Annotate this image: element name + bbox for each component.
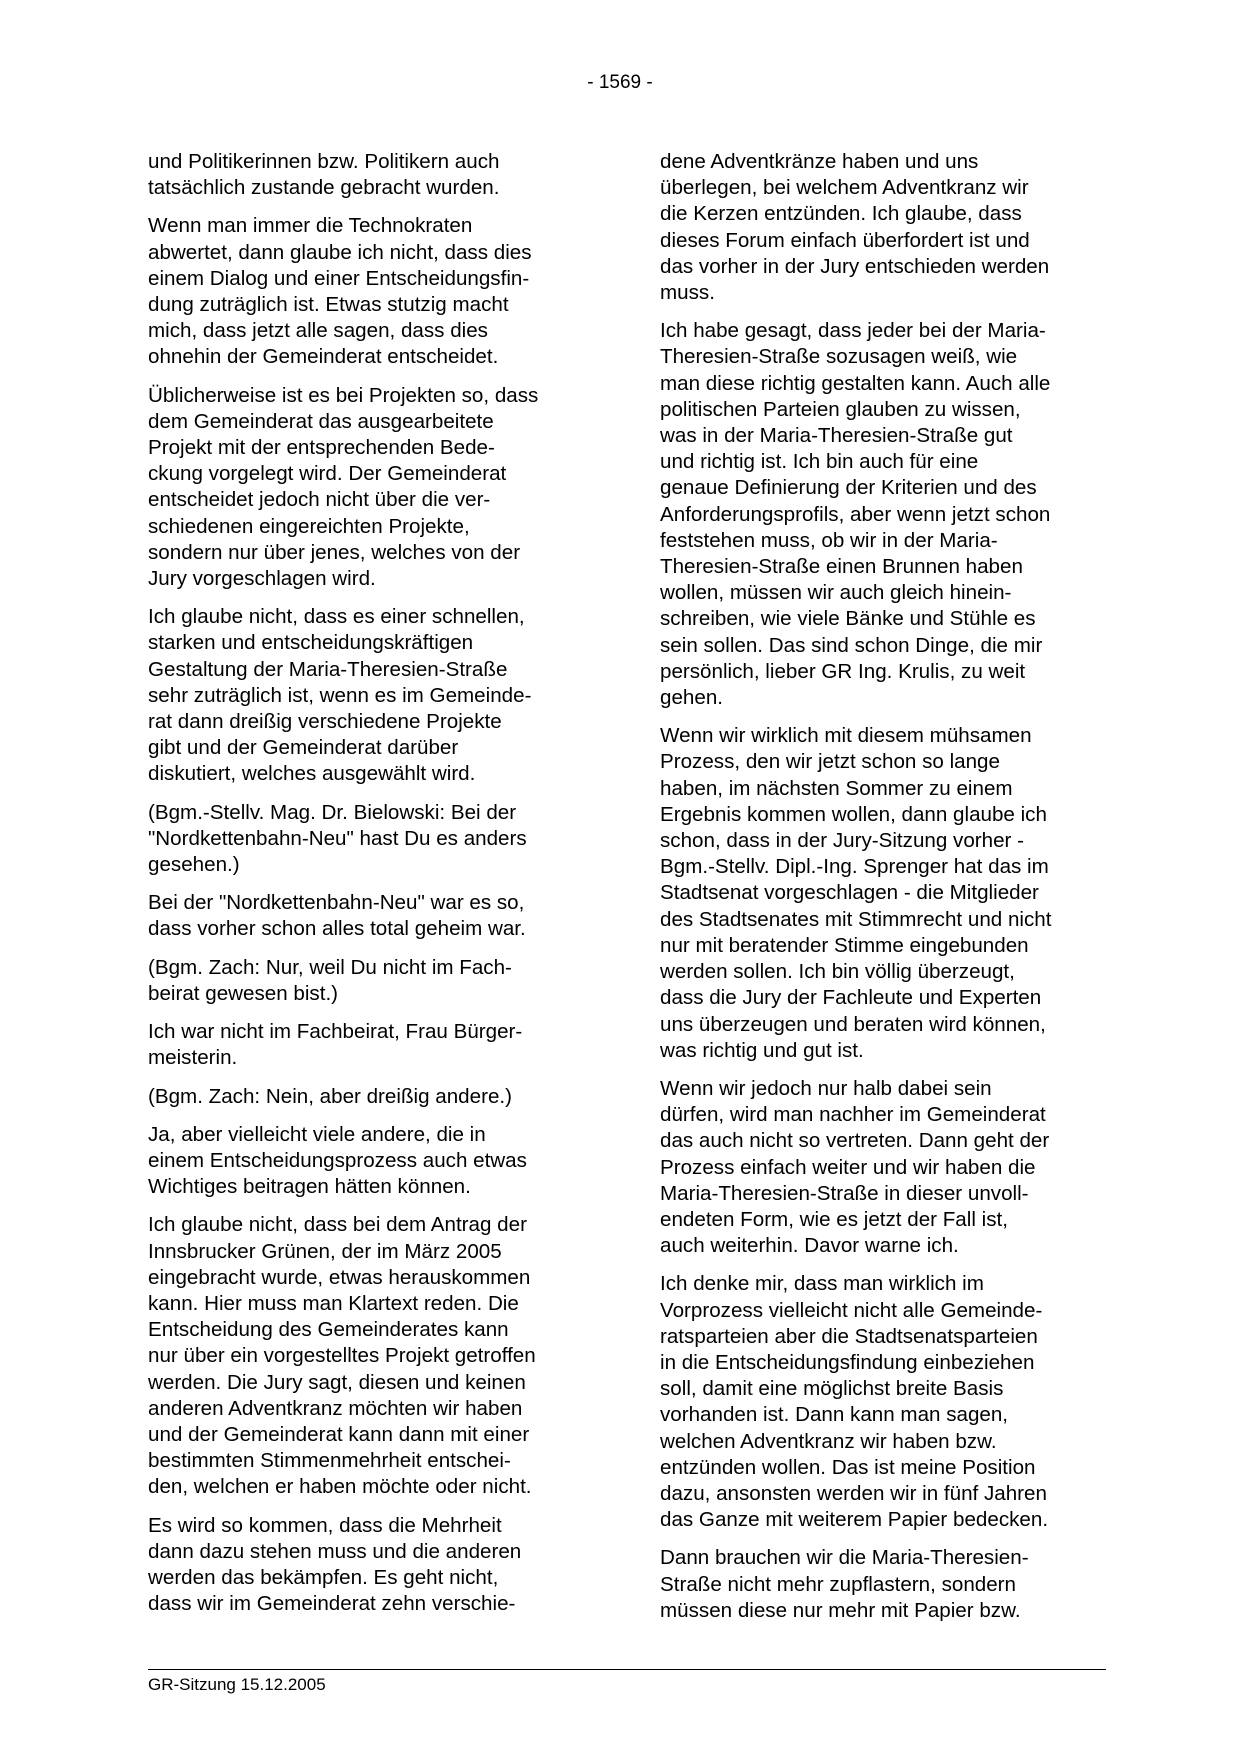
text-line: dieses Forum einfach überfordert ist und	[660, 228, 1030, 252]
paragraph	[148, 1212, 590, 1500]
text-line: eingebracht wurde, etwas herauskommen	[148, 1265, 531, 1289]
text-line: dem Gemeinderat das ausgearbeitete	[148, 409, 494, 433]
text-line: gibt und der Gemeinderat darüber	[148, 736, 459, 760]
text-line: Prozess, den wir jetzt schon so lange	[660, 750, 1000, 774]
text-line: uns überzeugen und beraten wird können,	[660, 1012, 1046, 1036]
text-line: rat dann dreißig verschiedene Projekte	[148, 710, 502, 734]
text-line: was in der Maria-Theresien-Straße gut	[660, 424, 1013, 448]
text-line: auch weiterhin. Davor warne ich.	[660, 1234, 959, 1258]
paragraph	[148, 955, 590, 1007]
text-line: die Kerzen entzünden. Ich glaube, dass	[660, 202, 1022, 226]
text-line: dass wir im Gemeinderat zehn verschie-	[148, 1592, 516, 1616]
text-line: gehen.	[660, 686, 723, 710]
text-line: schiedenen eingereichten Projekte,	[148, 514, 470, 538]
left-column	[148, 149, 590, 1629]
text-line: Wenn wir jedoch nur halb dabei sein	[660, 1076, 992, 1100]
text-line: Projekt mit der entsprechenden Bede-	[148, 436, 495, 460]
text-line: nur mit beratender Stimme eingebunden	[660, 933, 1029, 957]
text-line: Jury vorgeschlagen wird.	[148, 567, 376, 591]
right-column	[660, 149, 1102, 1636]
text-line: Gestaltung der Maria-Theresien-Straße	[148, 657, 508, 681]
text-line: soll, damit eine möglichst breite Basis	[660, 1377, 1004, 1401]
text-line: das auch nicht so vertreten. Dann geht der	[660, 1129, 1050, 1153]
text-line: Ich habe gesagt, dass jeder bei der Maria-	[660, 319, 1046, 343]
text-line: in die Entscheidungsfindung einbeziehen	[660, 1350, 1035, 1374]
text-line: haben, im nächsten Sommer zu einem	[660, 776, 1013, 800]
paragraph	[660, 723, 1102, 1064]
text-line: Ich denke mir, dass man wirklich im	[660, 1272, 984, 1296]
text-line: den, welchen er haben möchte oder nicht.	[148, 1475, 532, 1499]
text-line: und der Gemeinderat kann dann mit einer	[148, 1422, 530, 1446]
text-line: müssen diese nur mehr mit Papier bzw.	[660, 1598, 1021, 1622]
paragraph	[148, 383, 590, 593]
text-line: (Bgm. Zach: Nein, aber dreißig andere.)	[148, 1084, 512, 1108]
text-line: dass vorher schon alles total geheim war.	[148, 917, 526, 941]
text-line: Ich war nicht im Fachbeirat, Frau Bürger-	[148, 1020, 523, 1044]
text-line: gesehen.)	[148, 853, 240, 877]
text-line: das vorher in der Jury entschieden werden	[660, 254, 1050, 278]
text-line: Üblicherweise ist es bei Projekten so, dass	[148, 383, 539, 407]
text-line: politischen Parteien glauben zu wissen,	[660, 397, 1021, 421]
text-line: bestimmten Stimmenmehrheit entschei-	[148, 1449, 511, 1473]
text-line: Wenn wir wirklich mit diesem mühsamen	[660, 724, 1032, 748]
text-line: ratsparteien aber die Stadtsenatsparteien	[660, 1324, 1038, 1348]
text-line: Stadtsenat vorgeschlagen - die Mitglieder	[660, 881, 1039, 905]
text-line: Theresien-Straße sozusagen weiß, wie	[660, 345, 1018, 369]
text-line: entzünden wollen. Das ist meine Position	[660, 1455, 1036, 1479]
text-line: endeten Form, wie es jetzt der Fall ist,	[660, 1207, 1008, 1231]
paragraph	[148, 604, 590, 787]
paragraph	[660, 1076, 1102, 1259]
paragraph	[148, 1084, 590, 1110]
text-line: sein sollen. Das sind schon Dinge, die mir	[660, 633, 1043, 657]
text-line: diskutiert, welches ausgewählt wird.	[148, 762, 476, 786]
text-line: werden sollen. Ich bin völlig überzeugt,	[660, 960, 1015, 984]
text-line: persönlich, lieber GR Ing. Krulis, zu weit	[660, 659, 1026, 683]
text-line: werden das bekämpfen. Es geht nicht,	[148, 1565, 499, 1589]
text-line: Bei der "Nordkettenbahn-Neu" war es so,	[148, 891, 525, 915]
text-line: welchen Adventkranz wir haben bzw.	[660, 1429, 997, 1453]
text-line: dann dazu stehen muss und die anderen	[148, 1539, 522, 1563]
text-line: wollen, müssen wir auch gleich hinein-	[660, 581, 1012, 605]
text-line: Entscheidung des Gemeinderates kann	[148, 1318, 509, 1342]
text-line: Prozess einfach weiter und wir haben die	[660, 1155, 1036, 1179]
text-line: Straße nicht mehr zupflastern, sondern	[660, 1572, 1016, 1596]
text-line: Wichtiges beitragen hätten können.	[148, 1175, 471, 1199]
text-line: sondern nur über jenes, welches von der	[148, 540, 521, 564]
text-line: starken und entscheidungskräftigen	[148, 631, 474, 655]
text-line: ohnehin der Gemeinderat entscheidet.	[148, 345, 499, 369]
paragraph	[660, 1545, 1102, 1624]
text-line: Theresien-Straße einen Brunnen haben	[660, 555, 1023, 579]
paragraph	[660, 149, 1102, 306]
text-line: meisterin.	[148, 1046, 238, 1070]
paragraph	[148, 1513, 590, 1618]
text-line: Dann brauchen wir die Maria-Theresien-	[660, 1546, 1029, 1570]
paragraph	[660, 318, 1102, 711]
text-line: Es wird so kommen, dass die Mehrheit	[148, 1513, 502, 1537]
text-line: Anforderungsprofils, aber wenn jetzt schon	[660, 502, 1051, 526]
text-line: Ergebnis kommen wollen, dann glaube ich	[660, 802, 1047, 826]
text-line: Vorprozess vielleicht nicht alle Gemeinde-	[660, 1298, 1043, 1322]
text-line: dung zuträglich ist. Etwas stutzig macht	[148, 293, 509, 317]
text-line: mich, dass jetzt alle sagen, dass dies	[148, 319, 488, 343]
text-line: dürfen, wird man nachher im Gemeinderat	[660, 1103, 1046, 1127]
text-line: tatsächlich zustande gebracht wurden.	[148, 176, 500, 200]
paragraph	[148, 213, 590, 370]
text-line: Innsbrucker Grünen, der im März 2005	[148, 1239, 502, 1263]
text-line: (Bgm.-Stellv. Mag. Dr. Bielowski: Bei der	[148, 800, 517, 824]
paragraph	[148, 1019, 590, 1071]
text-line: entscheidet jedoch nicht über die ver-	[148, 488, 491, 512]
text-line: feststehen muss, ob wir in der Maria-	[660, 528, 998, 552]
paragraph	[148, 800, 590, 879]
text-line: sehr zuträglich ist, wenn es im Gemeinde-	[148, 683, 532, 707]
text-line: Ja, aber vielleicht viele andere, die in	[148, 1122, 486, 1146]
text-line: schon, dass in der Jury-Sitzung vorher -	[660, 829, 1024, 853]
paragraph	[148, 149, 590, 201]
text-line: Ich glaube nicht, dass es einer schnellen,	[148, 605, 525, 629]
text-line: beirat gewesen bist.)	[148, 981, 339, 1005]
text-line: das Ganze mit weiterem Papier bedecken.	[660, 1508, 1049, 1532]
text-line: (Bgm. Zach: Nur, weil Du nicht im Fach-	[148, 955, 512, 979]
paragraph	[660, 1271, 1102, 1533]
text-line: Maria-Theresien-Straße in dieser unvoll-	[660, 1181, 1029, 1205]
text-line: genaue Definierung der Kriterien und des	[660, 476, 1037, 500]
text-line: ckung vorgelegt wird. Der Gemeinderat	[148, 462, 507, 486]
text-line: dazu, ansonsten werden wir in fünf Jahren	[660, 1481, 1047, 1505]
text-line: des Stadtsenates mit Stimmrecht und nicht	[660, 907, 1052, 931]
footer-divider	[148, 1669, 1106, 1670]
text-line: man diese richtig gestalten kann. Auch alle	[660, 371, 1051, 395]
text-line: und Politikerinnen bzw. Politikern auch	[148, 150, 500, 173]
footer-session-label: GR-Sitzung 15.12.2005	[148, 1675, 326, 1694]
text-line: einem Dialog und einer Entscheidungsfin-	[148, 266, 530, 290]
text-line: einem Entscheidungsprozess auch etwas	[148, 1148, 527, 1172]
paragraph	[148, 1122, 590, 1201]
text-line: was richtig und gut ist.	[660, 1038, 864, 1062]
text-line: abwertet, dann glaube ich nicht, dass dies	[148, 240, 532, 264]
text-line: dass die Jury der Fachleute und Experten	[660, 986, 1042, 1010]
text-line: schreiben, wie viele Bänke und Stühle es	[660, 607, 1036, 631]
text-line: anderen Adventkranz möchten wir haben	[148, 1396, 523, 1420]
text-line: Ich glaube nicht, dass bei dem Antrag der	[148, 1213, 527, 1237]
paragraph	[148, 890, 590, 942]
text-line: werden. Die Jury sagt, diesen und keinen	[148, 1370, 526, 1394]
text-line: Wenn man immer die Technokraten	[148, 214, 473, 238]
text-line: Bgm.-Stellv. Dipl.-Ing. Sprenger hat das im	[660, 855, 1049, 879]
text-line: kann. Hier muss man Klartext reden. Die	[148, 1291, 519, 1315]
text-line: dene Adventkränze haben und uns	[660, 150, 979, 173]
text-line: vorhanden ist. Dann kann man sagen,	[660, 1403, 1009, 1427]
text-line: muss.	[660, 281, 715, 305]
text-line: nur über ein vorgestelltes Projekt getroffen	[148, 1344, 536, 1368]
text-line: überlegen, bei welchem Adventkranz wir	[660, 176, 1029, 200]
text-line: "Nordkettenbahn-Neu" hast Du es anders	[148, 826, 527, 850]
text-line: und richtig ist. Ich bin auch für eine	[660, 450, 979, 474]
page-number: - 1569 -	[587, 72, 653, 93]
